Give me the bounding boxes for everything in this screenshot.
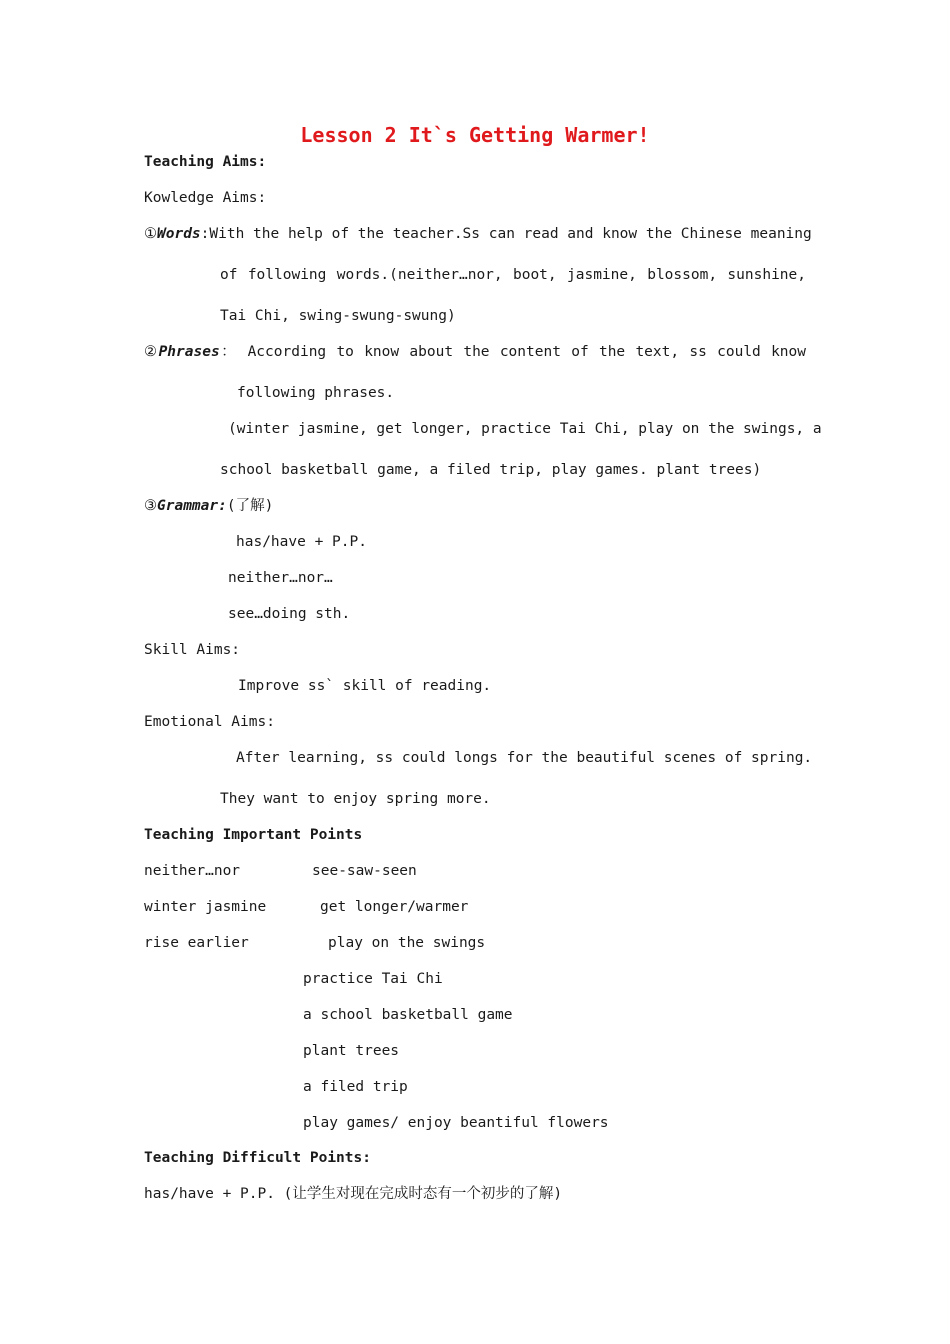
words-label: Words [157, 226, 201, 242]
phrases-label: Phrases [158, 344, 220, 360]
important-point-more-1: practice Tai Chi [303, 971, 443, 987]
emotional-aims-heading: Emotional Aims: [144, 714, 275, 730]
emotional-aims-line-2: They want to enjoy spring more. [220, 791, 491, 807]
difficult-points-text: has/have + P.P. (让学生对现在完成时态有一个初步的了解) [144, 1186, 563, 1202]
phrases-line-4: school basketball game, a filed trip, play games. plant trees) [220, 462, 762, 478]
words-marker: ① [144, 226, 157, 242]
teaching-aims-heading: Teaching Aims: [144, 154, 267, 170]
words-text: :With the help of the teacher.Ss can read and know the Chinese meaning [200, 226, 812, 242]
difficult-points-heading: Teaching Difficult Points: [144, 1150, 371, 1166]
skill-aims-text: Improve ss` skill of reading. [238, 678, 492, 694]
words-line-2: of following words.(neither…nor, boot, jasmine, blossom, sunshine, [220, 267, 806, 283]
phrases-line-1 [144, 342, 806, 362]
important-point-left-1: neither…nor [144, 863, 241, 879]
words-line-1 [144, 224, 812, 244]
phrases-line-2: following phrases. [237, 385, 395, 401]
grammar-item-3: see…doing sth. [228, 606, 351, 622]
important-point-more-4: a filed trip [303, 1079, 408, 1095]
grammar-label: Grammar: [157, 498, 227, 514]
grammar-note: (了解) [226, 498, 274, 514]
important-point-right-3: play on the swings [328, 935, 486, 951]
important-point-left-2: winter jasmine [144, 899, 267, 915]
important-point-more-3: plant trees [303, 1043, 400, 1059]
important-point-right-1: see-saw-seen [312, 863, 417, 879]
important-point-more-2: a school basketball game [303, 1007, 513, 1023]
grammar-item-1: has/have + P.P. [236, 534, 367, 550]
important-point-more-5: play games/ enjoy beantiful flowers [303, 1115, 609, 1131]
knowledge-aims-heading: Kowledge Aims: [144, 190, 267, 206]
lesson-title: Lesson 2 It`s Getting Warmer! [300, 123, 650, 147]
skill-aims-heading: Skill Aims: [144, 642, 241, 658]
words-line-3: Tai Chi, swing-swung-swung) [220, 308, 456, 324]
phrases-text: ： According to know about the content of the text, ss could know [219, 344, 806, 360]
important-points-heading: Teaching Important Points [144, 827, 363, 843]
grammar-marker: ③ [144, 498, 157, 514]
grammar-item-2: neither…nor… [228, 570, 333, 586]
important-point-left-3: rise earlier [144, 935, 249, 951]
grammar-line [144, 496, 273, 516]
emotional-aims-line-1: After learning, ss could longs for the beautiful scenes of spring. [236, 750, 813, 766]
phrases-line-3: (winter jasmine, get longer, practice Tai Chi, play on the swings, a [228, 421, 822, 437]
phrases-marker: ② [144, 344, 159, 360]
important-point-right-2: get longer/warmer [320, 899, 469, 915]
